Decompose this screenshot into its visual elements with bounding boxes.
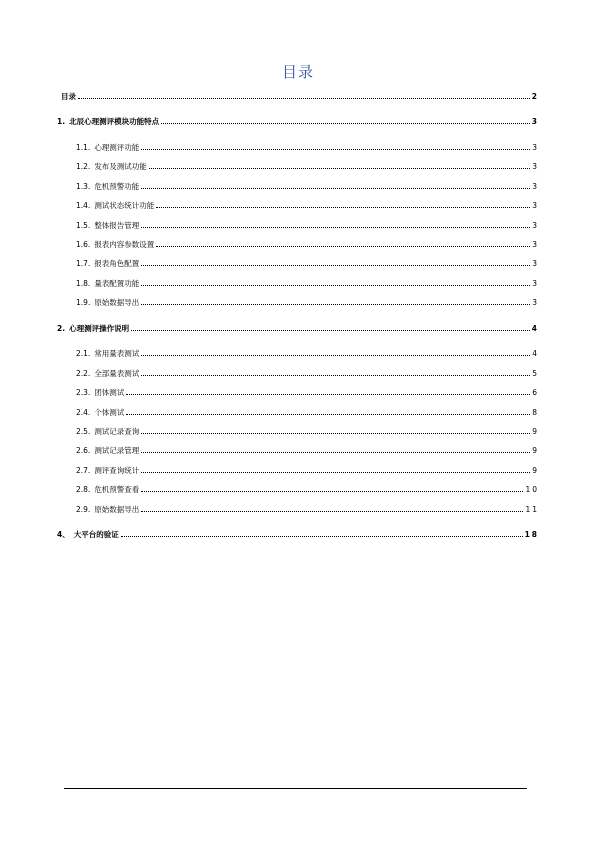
toc-leader-dots [141, 354, 530, 356]
toc-entry-number: 1.5. [76, 221, 91, 230]
toc-entry-page: 3 [532, 182, 539, 191]
toc-entry-number: 2.8. [76, 485, 91, 494]
toc-entry-page: 9 [532, 427, 539, 436]
toc-leader-dots [126, 413, 530, 415]
toc-entry-text: 常用量表测试 [94, 349, 140, 358]
toc-entry-text: 测评查询统计 [94, 466, 140, 475]
toc-entry-text: 大平台的验证 [73, 530, 119, 539]
toc-entry[interactable] [76, 504, 539, 514]
toc-entry-text: 全部量表测试 [94, 369, 140, 378]
toc-entry[interactable] [76, 220, 539, 230]
toc-leader-dots [141, 451, 530, 453]
toc-leader-dots [156, 206, 530, 208]
toc-leader-dots [78, 97, 530, 99]
toc-entry-page: 3 [532, 259, 539, 268]
toc-entry-text: 发布及测试功能 [94, 162, 147, 171]
toc-entry-page: 3 [531, 117, 539, 126]
toc-entry[interactable] [57, 529, 539, 539]
toc-leader-dots [161, 122, 530, 124]
toc-entry-number: 1.3. [76, 182, 91, 191]
toc-title: 目录 [281, 63, 314, 81]
toc-entry-page: 3 [532, 279, 539, 288]
toc-entry[interactable] [76, 239, 539, 249]
toc-entry-text: 心理测评操作说明 [69, 324, 130, 333]
toc-entry-text: 危机预警功能 [94, 182, 140, 191]
toc-leader-dots [156, 245, 530, 247]
toc-entry[interactable] [76, 407, 539, 417]
toc-entry[interactable] [76, 368, 539, 378]
toc-entry-number: 1. [57, 117, 66, 126]
toc-entry-page: 6 [532, 388, 539, 397]
toc-entry[interactable] [76, 297, 539, 307]
toc-leader-dots [141, 187, 530, 189]
toc-entry-page: 3 [532, 201, 539, 210]
toc-entry[interactable] [76, 200, 539, 210]
toc-entry-text: 测试状态统计功能 [94, 201, 155, 210]
toc-leader-dots [141, 490, 523, 492]
toc-entry-text: 测试记录查询 [94, 427, 140, 436]
toc-leader-dots [149, 167, 530, 169]
toc-entry-page: 9 [532, 446, 539, 455]
toc-entry[interactable] [57, 91, 539, 101]
toc-entry-number: 4、 [57, 530, 70, 539]
toc-leader-dots [141, 374, 530, 376]
toc-entry-text: 心理测评功能 [94, 143, 140, 152]
toc-entry[interactable] [76, 387, 539, 397]
toc-entry-page: 3 [532, 240, 539, 249]
toc-entry-number: 2.2. [76, 369, 91, 378]
toc-leader-dots [141, 264, 530, 266]
toc-entry-page: 10 [525, 485, 539, 494]
toc-entry[interactable] [76, 181, 539, 191]
toc-entry-page: 5 [532, 369, 539, 378]
toc-entry-page: 2 [531, 92, 539, 101]
toc-leader-dots [121, 535, 523, 537]
toc-leader-dots [141, 284, 530, 286]
toc-entry-text: 危机预警查看 [94, 485, 140, 494]
toc-leader-dots [141, 226, 530, 228]
toc-entry-number: 2.6. [76, 446, 91, 455]
toc-entry-text: 测试记录管理 [94, 446, 140, 455]
toc-entry-number: 2.7. [76, 466, 91, 475]
toc-entry-page: 11 [525, 505, 539, 514]
toc-entry-page: 3 [532, 221, 539, 230]
toc-entry-page: 3 [532, 298, 539, 307]
toc-entry-number: 2.3. [76, 388, 91, 397]
toc-entry-number: 1.2. [76, 162, 91, 171]
toc-entry[interactable] [76, 348, 539, 358]
toc-leader-dots [141, 148, 530, 150]
toc-entry[interactable] [76, 465, 539, 475]
toc-entry[interactable] [76, 426, 539, 436]
toc-leader-dots [141, 510, 523, 512]
toc-entry-page: 4 [532, 349, 539, 358]
toc-entry-number: 2.4. [76, 408, 91, 417]
toc-entry-text: 目录 [61, 92, 76, 101]
toc-entry-number: 2.5. [76, 427, 91, 436]
toc-entry-text: 报表角色配置 [94, 259, 140, 268]
toc-entry-page: 3 [532, 162, 539, 171]
toc-entry-page: 9 [532, 466, 539, 475]
toc-entry-number: 2.1. [76, 349, 91, 358]
toc-entry-page: 8 [532, 408, 539, 417]
toc-entry-text: 北辰心理测评模块功能特点 [69, 117, 160, 126]
toc-entry-page: 3 [532, 143, 539, 152]
toc-entry-text: 原始数据导出 [94, 298, 140, 307]
toc-entry[interactable] [76, 161, 539, 171]
toc-entry-text: 原始数据导出 [94, 505, 140, 514]
toc-entry-text: 量表配置功能 [94, 279, 140, 288]
toc-entry-number: 1.8. [76, 279, 91, 288]
toc-entry-number: 1.9. [76, 298, 91, 307]
toc-entry[interactable] [57, 323, 539, 333]
toc-entry-text: 整体报告管理 [94, 221, 140, 230]
toc-leader-dots [141, 303, 530, 305]
toc-entry[interactable] [76, 142, 539, 152]
toc-entry-number: 1.1. [76, 143, 91, 152]
toc-entry-number: 2. [57, 324, 66, 333]
toc-entry-page: 18 [524, 530, 539, 539]
toc-entry-page: 4 [531, 324, 539, 333]
toc-leader-dots [126, 393, 530, 395]
toc-entry[interactable] [76, 484, 539, 494]
toc-entry-text: 个体测试 [94, 408, 125, 417]
toc-leader-dots [131, 329, 530, 331]
toc-entry-number: 1.6. [76, 240, 91, 249]
toc-entry[interactable] [76, 445, 539, 455]
toc-entry[interactable] [76, 278, 539, 288]
toc-entry-number: 2.9. [76, 505, 91, 514]
toc-entry[interactable] [76, 258, 539, 268]
toc-entry-number: 1.7. [76, 259, 91, 268]
toc-entry[interactable] [57, 116, 539, 126]
toc-entry-text: 报表内容参数设置 [94, 240, 155, 249]
toc-entry-text: 团体测试 [94, 388, 125, 397]
footer-divider [64, 788, 527, 789]
toc-leader-dots [141, 432, 530, 434]
toc-entry-number: 1.4. [76, 201, 91, 210]
toc-leader-dots [141, 471, 530, 473]
